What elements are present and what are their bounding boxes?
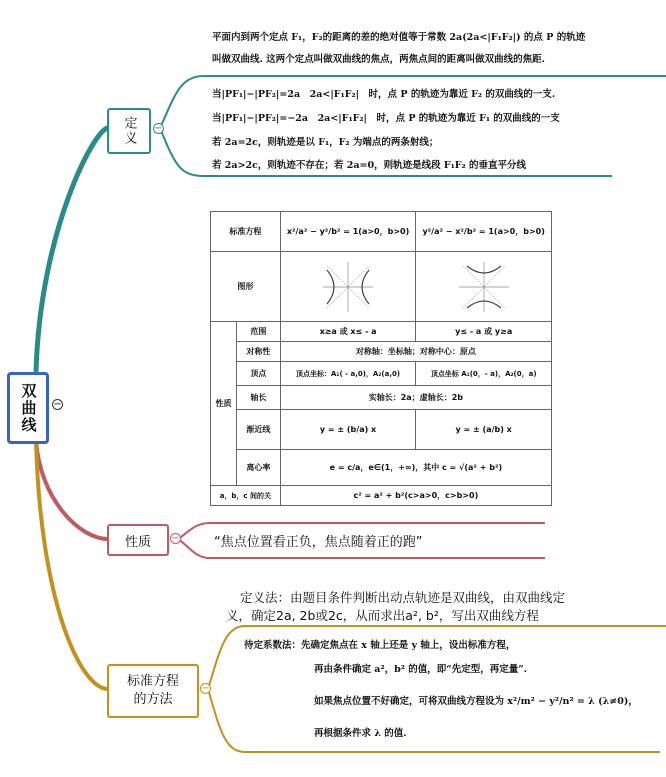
definition-node[interactable] [107,108,151,154]
definition-connector [36,128,108,372]
properties-connector [36,440,108,539]
methods-connector [36,440,108,689]
definition-detail-line-2: 当|PF₁|−|PF₂|=−2a 2a<|F₁F₂| 时，点 P 的轨迹为靠近 F₁ 的双曲线的一支 [212,113,560,124]
definition-detail-line-1: 当|PF₁|−|PF₂|=2a 2a<|F₁F₂| 时，点 P 的轨迹为靠近 F₂ 的双曲线的一支. [212,89,556,100]
row-name: 渐近线 [236,410,280,450]
definition-method-line-2: 义，确定2a, 2b或2c，从而求出a², b²，写出双曲线方程 [226,608,539,623]
row-value: y≤ - a 或 y≥a [416,322,552,342]
row-value: 顶点坐标：A₁( - a,0)，A₂(a,0) [280,362,416,386]
undetermined-method-line-1: 待定系数法：先确定焦点在 x 轴上还是 y 轴上，设出标准方程， [244,640,516,651]
row-value: e = c/a，e∈(1，+∞)，其中 c = √(a² + b²) [280,450,551,486]
hyperbola-y-graph-icon [457,260,511,314]
methods-collapse-icon[interactable]: − [201,682,210,694]
properties-mnemonic: “焦点位置看正负，焦点随着正的跑” [214,535,423,550]
root-label: 双曲线 [19,382,38,434]
row-name: 范围 [236,322,280,342]
std-eq-1: x²/a² − y²/b² = 1(a>0，b>0) [280,212,416,252]
std-eq-2: y²/a² − x²/b² = 1(a>0，b>0) [416,212,552,252]
graph-y-axis-hyperbola [416,252,552,322]
row-name: 顶点 [236,362,280,386]
properties-group-label: 性质 [211,322,237,486]
std-eq-label: 标准方程 [211,212,281,252]
definition-detail-line-3: 若 2a=2c，则轨迹是以 F₁，F₂ 为端点的两条射线； [212,137,439,148]
graph-x-axis-hyperbola [280,252,416,322]
abc-label: a，b，c 间的关 [211,486,281,506]
row-value: 对称轴：坐标轴；对称中心：原点 [280,342,551,362]
row-name: 离心率 [236,450,280,486]
row-value: 顶点坐标 A₁(0，- a)，A₂(0，a) [416,362,552,386]
row-name: 对称性 [236,342,280,362]
definition-label: 定义 [121,116,137,146]
row-value: y = ± (a/b) x [416,410,552,450]
hyperbola-properties-table [210,211,552,506]
row-name: 轴长 [236,386,280,410]
definition-detail-line-4: 若 2a>2c，则轨迹不存在；若 2a=0，则轨迹是线段 F₁F₂ 的垂直平分线 [212,160,526,171]
properties-collapse-icon[interactable]: − [171,532,180,544]
methods-node[interactable] [107,664,199,718]
methods-label: 标准方程的方法 [126,674,179,707]
row-value: y = ± (b/a) x [280,410,416,450]
properties-label: 性质 [124,534,151,550]
definition-intro-line-2: 叫做双曲线. 这两个定点叫做双曲线的焦点，两焦点间的距离叫做双曲线的焦距. [212,54,545,65]
definition-collapse-icon[interactable]: − [154,122,163,134]
graph-label: 图形 [211,252,281,322]
properties-node[interactable] [107,524,169,556]
row-value: 实轴长：2a；虚轴长：2b [280,386,551,410]
undetermined-method-line-3: 如果焦点位置不好确定，可将双曲线方程设为 x²/m² − y²/n² = λ (λ≠0)， [314,696,638,707]
root-collapse-icon[interactable]: − [53,398,62,410]
undetermined-method-line-4: 再根据条件求 λ 的值. [314,728,407,739]
definition-method-line-1: 定义法：由题目条件判断出动点轨迹是双曲线，由双曲线定 [240,590,566,605]
undetermined-method-line-2: 再由条件确定 a²，b² 的值，即“先定型，再定量”. [314,664,527,675]
abc-value: c² = a² + b²(c>a>0，c>b>0) [280,486,551,506]
root-node[interactable] [7,372,49,444]
definition-intro-line-1: 平面内到两个定点 F₁，F₂的距离的差的绝对值等于常数 2a(2a<|F₁F₂|) 的点 P 的轨迹 [212,32,586,43]
row-value: x≥a 或 x≤ - a [280,322,416,342]
hyperbola-x-graph-icon [321,260,375,314]
